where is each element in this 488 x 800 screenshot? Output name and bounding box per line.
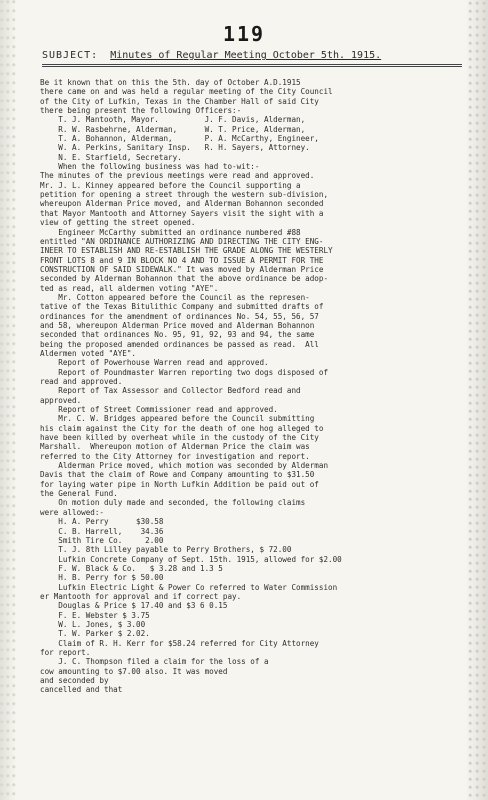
minutes-line: Lufkin Concrete Company of Sept. 15th. 1915, allowed for $2.00 — [40, 554, 342, 564]
minutes-line: his claim against the City for the death of one hog alleged to — [40, 423, 324, 433]
subject-line — [42, 50, 462, 61]
minutes-line: Claim of R. H. Kerr for $58.24 referred for City Attorney — [40, 638, 319, 648]
minutes-line: T. J. Mantooth, Mayor. J. F. Davis, Alderman, — [40, 115, 306, 125]
minutes-line: there came on and was held a regular meeting of the City Council — [40, 87, 333, 97]
minutes-line: tative of the Texas Bitulithic Company and submitted drafts of — [40, 302, 324, 312]
minutes-line: On motion duly made and seconded, the following claims — [40, 498, 306, 508]
scan-edge-left — [0, 0, 16, 800]
minutes-line: read and approved. — [40, 377, 123, 386]
minutes-line: Report of Tax Assessor and Collector Bedford read and — [40, 386, 301, 396]
minutes-line: Mr. J. L. Kinney appeared before the Council supporting a — [40, 180, 301, 190]
minutes-line: F. W. Black & Co. $ 3.28 and 1.3 5 — [40, 563, 223, 573]
minutes-line: cancelled and that — [40, 685, 123, 695]
minutes-line: entitled "AN ORDINANCE AUTHORIZING AND DIRECTING THE CITY ENG- — [40, 236, 324, 246]
minutes-line: view of getting the street opened. — [40, 218, 196, 228]
minutes-line: for report. — [40, 647, 91, 657]
minutes-line: Lufkin Electric Light & Power Co referred to Water Commission — [40, 582, 338, 592]
minutes-line: Douglas & Price $ 17.40 and $3 6 0.15 — [40, 601, 228, 611]
minutes-line: Report of Powerhouse Warren read and approved. — [40, 358, 269, 368]
minutes-line: Alderman Price moved, which motion was seconded by Alderman — [40, 461, 329, 471]
minutes-line: J. C. Thompson filed a claim for the loss of a — [40, 657, 269, 667]
minutes-line: Be it known that on this the 5th. day of October A.D.1915 — [40, 78, 301, 87]
minutes-line: and 58, whereupon Alderman Price moved and Alderman Bohannon — [40, 320, 315, 330]
minutes-line: H. A. Perry $30.58 — [40, 517, 164, 527]
subject-label: SUBJECT: — [42, 50, 99, 61]
minutes-line: the General Fund. — [40, 489, 118, 499]
minutes-line: of the City of Lufkin, Texas in the Chamber Hall of said City — [40, 96, 319, 106]
minutes-line: W. L. Jones, $ 3.00 — [40, 619, 146, 629]
minutes-line: ordinances for the amendment of ordinances No. 54, 55, 56, 57 — [40, 311, 319, 321]
minutes-line: seconded by Alderman Bohannon that the above ordinance be adop- — [40, 274, 329, 284]
minutes-line: T. J. 8th Lilley payable to Perry Brothers, $ 72.00 — [40, 545, 292, 555]
minutes-line: W. A. Perkins, Sanitary Insp. R. H. Sayers, Attorney. — [40, 143, 310, 153]
minutes-line: were allowed:- — [40, 507, 105, 517]
minutes-line: C. B. Harrell, 34.36 — [40, 526, 164, 536]
minutes-line: Mr. Cotton appeared before the Council as the represen- — [40, 292, 310, 302]
minutes-line: Smith Tire Co. 2.00 — [40, 535, 164, 545]
minutes-line: R. W. Rasbehrne, Alderman, W. T. Price, Alderman, — [40, 124, 306, 134]
minutes-line: Engineer McCarthy submitted an ordinance numbered #88 — [40, 227, 301, 237]
minutes-line: Mr. C. W. Bridges appeared before the Council submitting — [40, 414, 315, 424]
header-rule-double — [42, 66, 462, 67]
minutes-line: cow amounting to $7.00 also. It was moved — [40, 666, 228, 676]
minutes-line: whereupon Alderman Price moved, and Alderman Bohannon seconded — [40, 199, 324, 209]
minutes-line: N. E. Starfield, Secretary. — [40, 152, 182, 162]
minutes-line: being the proposed amended ordinances be passed as read. All — [40, 339, 319, 349]
minutes-line: approved. — [40, 395, 82, 405]
minutes-line: The minutes of the previous meetings were read and approved. — [40, 171, 315, 181]
minutes-line: Davis that the claim of Rowe and Company amounting to $31.50 — [40, 470, 315, 480]
minutes-line: ted as read, all aldermen voting "AYE". — [40, 283, 219, 293]
header-rule — [42, 64, 462, 65]
minutes-line: referred to the City Attorney for investigation and report. — [40, 451, 310, 461]
minutes-line: that Mayor Mantooth and Attorney Sayers visit the sight with a — [40, 208, 324, 218]
minutes-line: have been killed by overheat while in the custody of the City — [40, 433, 319, 443]
minutes-line: there being present the following Officers:- — [40, 106, 242, 116]
minutes-line: seconded that ordinances No. 95, 91, 92, 93 and 94, the same — [40, 330, 315, 340]
minutes-line: Report of Street Commissioner read and approved. — [40, 405, 278, 415]
page-number: 119 — [222, 22, 266, 46]
minutes-line: Aldermen voted "AYE". — [40, 348, 137, 358]
minutes-line: T. W. Parker $ 2.02. — [40, 629, 150, 639]
subject-text: Minutes of Regular Meeting October 5th. 1915. — [110, 50, 382, 61]
minutes-line: Report of Poundmaster Warren reporting two dogs disposed of — [40, 367, 329, 377]
minutes-line: H. B. Perry for $ 50.00 — [40, 573, 164, 583]
minutes-body — [40, 78, 470, 788]
minutes-line: petition for opening a street through the western sub-division, — [40, 190, 329, 200]
minutes-line: INEER TO ESTABLISH AND RE-ESTABLISH THE GRADE ALONG THE WESTERLY — [40, 246, 333, 256]
minutes-line: When the following business was had to-wit:- — [40, 162, 260, 172]
minutes-line: T. A. Bohannon, Alderman, P. A. McCarthy, Engineer, — [40, 134, 319, 144]
minutes-line: for laying water pipe in North Lufkin Addition be paid out of — [40, 479, 319, 489]
minutes-line: CONSTRUCTION OF SAID SIDEWALK." It was moved by Alderman Price — [40, 264, 324, 274]
minutes-line: FRONT LOTS 8 and 9 IN BLOCK NO 4 AND TO ISSUE A PERMIT FOR THE — [40, 255, 324, 265]
minutes-line: Marshall. Whereupon motion of Alderman Price the claim was — [40, 442, 310, 452]
minutes-line: er Mantooth for approval and if correct pay. — [40, 591, 242, 601]
minutes-line: F. E. Webster $ 3.75 — [40, 610, 150, 620]
minutes-line: and seconded by — [40, 676, 109, 685]
